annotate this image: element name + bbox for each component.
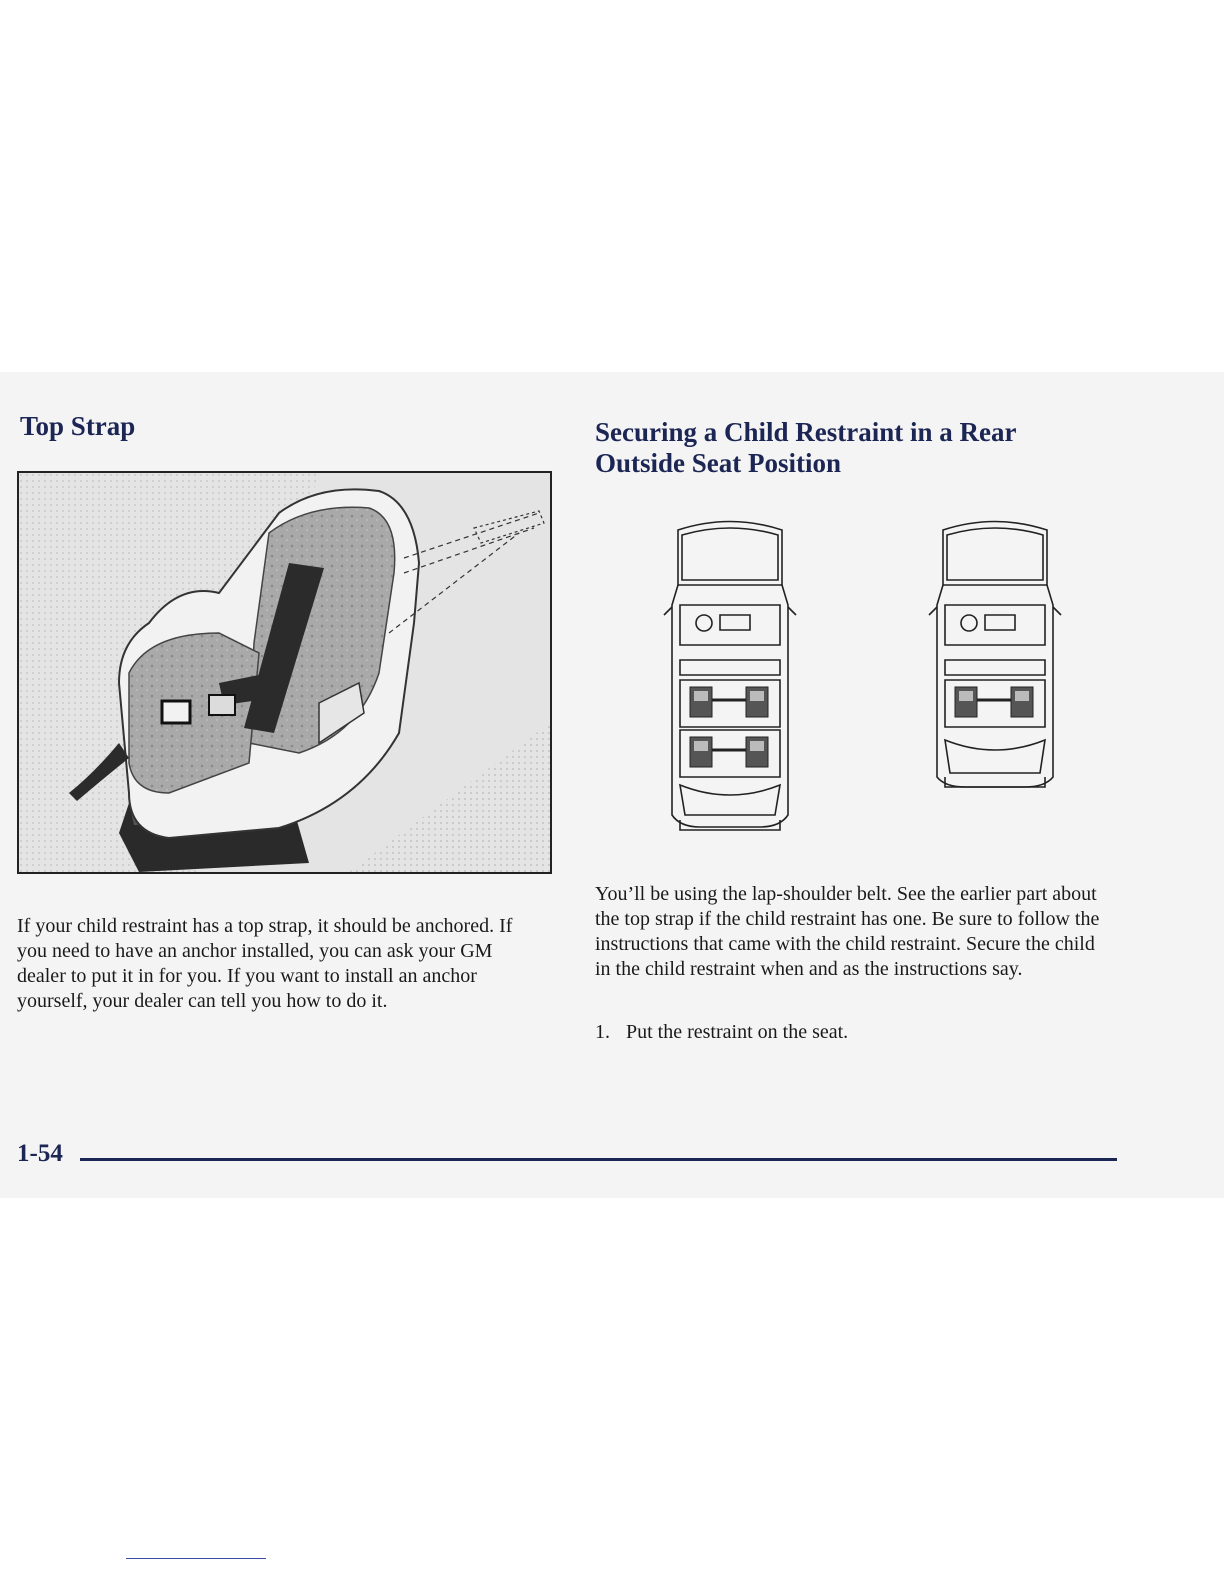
securing-heading-line2: Outside Seat Position: [595, 448, 842, 478]
top-strap-paragraph: If your child restraint has a top strap, it should be anchored. If you need to have an anchor installed, you can ask your GM dealer to put it in for you. If you want to install an anchor yourself, your dealer can tell you how to do it.: [17, 915, 513, 1012]
step-number: 1.: [595, 1021, 610, 1043]
child-seat-drawing: [19, 473, 550, 872]
child-seat-illustration: [17, 471, 552, 874]
footer-rule: [80, 1158, 1117, 1161]
van-diagram-two-rows: [660, 515, 800, 835]
securing-heading-line1: Securing a Child Restraint in a Rear: [595, 417, 1017, 447]
step-text: Put the restraint on the seat.: [626, 1021, 849, 1043]
page-number: 1-54: [17, 1140, 63, 1167]
bottom-underline: [126, 1558, 266, 1559]
top-strap-heading: Top Strap: [20, 411, 136, 441]
van-diagram-one-row: [925, 515, 1065, 790]
lap-shoulder-paragraph: You’ll be using the lap-shoulder belt. See the earlier part about the top strap if the child restraint has one. Be sure to follow the instructions that came with the child restraint. Secure the child in the child restraint when and as the instructions say.: [595, 883, 1100, 980]
